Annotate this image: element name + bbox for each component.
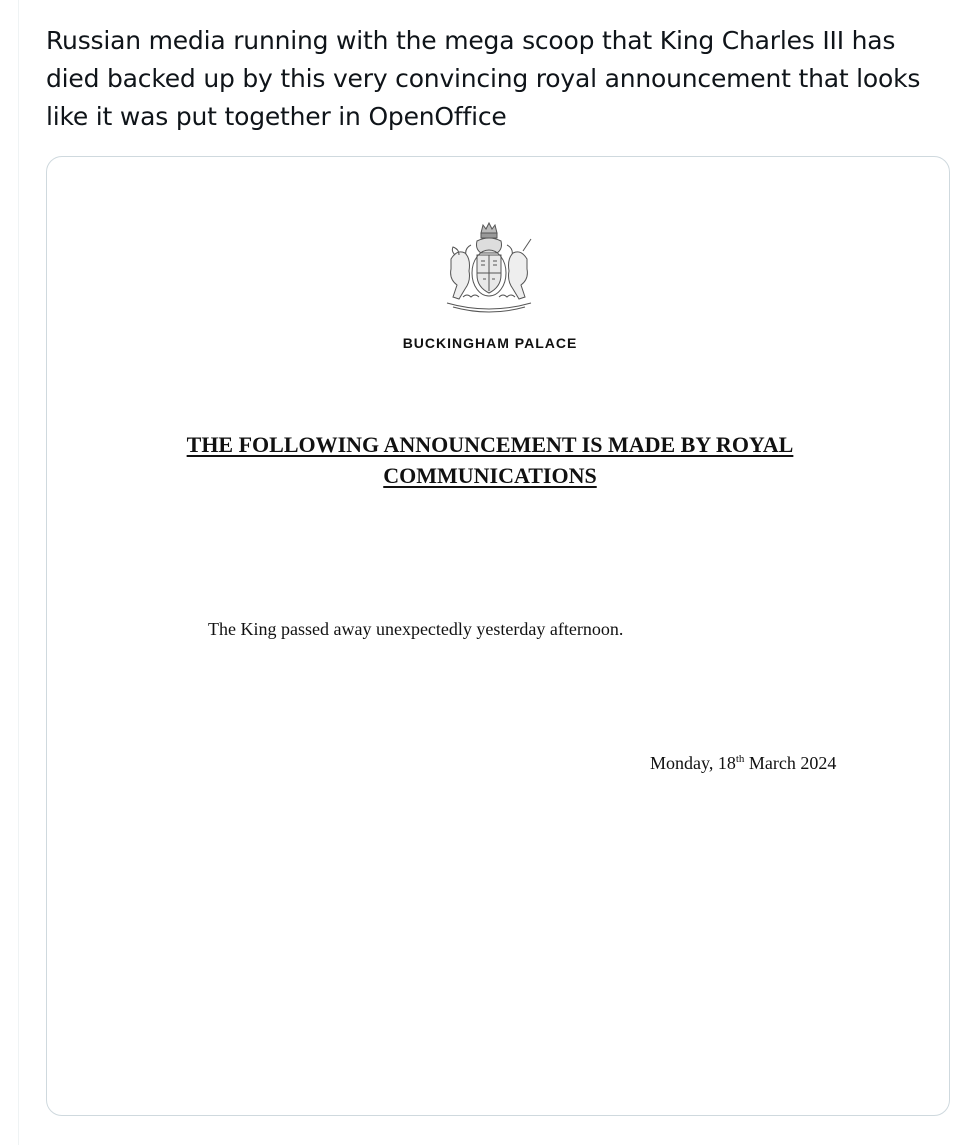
royal-coat-of-arms-icon xyxy=(433,219,545,319)
tweet-text: Russian media running with the mega scoop that King Charles III has died backed up by this very convincing royal announcement that looks like it was put together in OpenOffice xyxy=(46,26,921,131)
announcement-heading-line2: COMMUNICATIONS xyxy=(383,463,597,488)
date-ordinal-suffix: th xyxy=(735,753,745,765)
announcement-date xyxy=(650,753,836,774)
timeline-divider xyxy=(18,0,19,1145)
tweet-media-image[interactable] xyxy=(46,156,950,1116)
announcement-body: The King passed away unexpectedly yesterday afternoon. xyxy=(208,619,624,639)
palace-name: BUCKINGHAM PALACE xyxy=(402,335,578,351)
announcement-heading xyxy=(47,429,933,491)
announcement-heading-line1: THE FOLLOWING ANNOUNCEMENT IS MADE BY ROYAL xyxy=(186,432,794,457)
date-weekday-day: Monday, 18 xyxy=(650,753,736,773)
date-month-year: March 2024 xyxy=(744,753,837,773)
